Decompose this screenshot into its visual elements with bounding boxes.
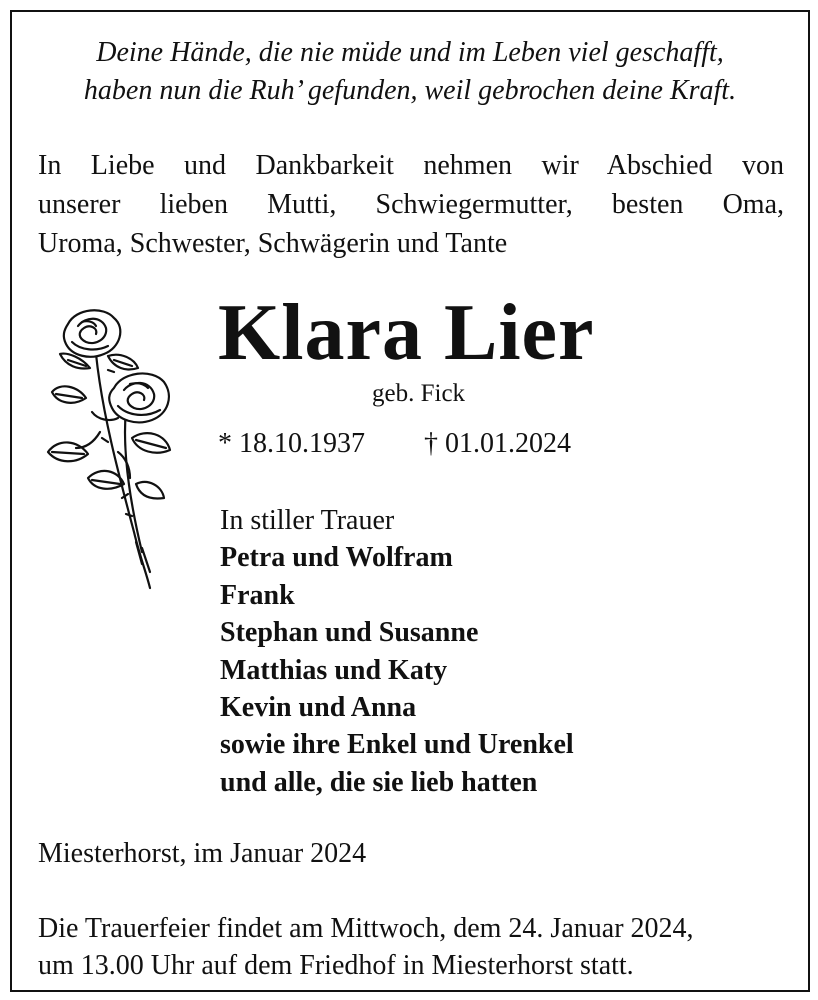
mourners-heading: In stiller Trauer bbox=[220, 505, 395, 536]
birth-date: * 18.10.1937 bbox=[218, 428, 365, 459]
verse-line-2: haben nun die Ruh’ gefunden, weil gebrochen deine Kraft. bbox=[83, 75, 737, 106]
intro-text bbox=[38, 146, 784, 263]
maiden-name: geb. Fick bbox=[372, 380, 466, 407]
mourner-name: und alle, die sie lieb hatten bbox=[220, 766, 538, 798]
mourner-name: Petra und Wolfram bbox=[220, 542, 453, 574]
deceased-name: Klara Lier bbox=[218, 289, 595, 377]
life-dates bbox=[218, 426, 571, 462]
intro-line-2: unserer lieben Mutti, Schwiegermutter, besten Oma, bbox=[38, 189, 784, 220]
funeral-line-1: Die Trauerfeier findet am Mittwoch, dem 24. Januar 2024, bbox=[38, 913, 694, 944]
intro-line-1: In Liebe und Dankbarkeit nehmen wir Abschied von bbox=[38, 150, 784, 181]
mourner-name: Kevin und Anna bbox=[220, 692, 417, 724]
intro-line-3: Uroma, Schwester, Schwägerin und Tante bbox=[38, 228, 508, 259]
mourner-name: Matthias und Katy bbox=[220, 654, 448, 686]
obituary-frame bbox=[10, 10, 810, 992]
death-date: † 01.01.2024 bbox=[424, 428, 571, 459]
mourners-block bbox=[220, 502, 574, 801]
mourner-name: Frank bbox=[220, 579, 295, 611]
verse bbox=[12, 34, 808, 110]
rose-illustration-icon bbox=[38, 302, 178, 602]
mourner-name: sowie ihre Enkel und Urenkel bbox=[220, 729, 574, 761]
funeral-info bbox=[38, 910, 784, 984]
verse-line-1: Deine Hände, die nie müde und im Leben viel geschafft, bbox=[96, 37, 724, 68]
place-date: Miesterhorst, im Januar 2024 bbox=[38, 838, 367, 869]
mourner-name: Stephan und Susanne bbox=[220, 617, 479, 649]
funeral-line-2: um 13.00 Uhr auf dem Friedhof in Miesterhorst statt. bbox=[38, 950, 634, 981]
